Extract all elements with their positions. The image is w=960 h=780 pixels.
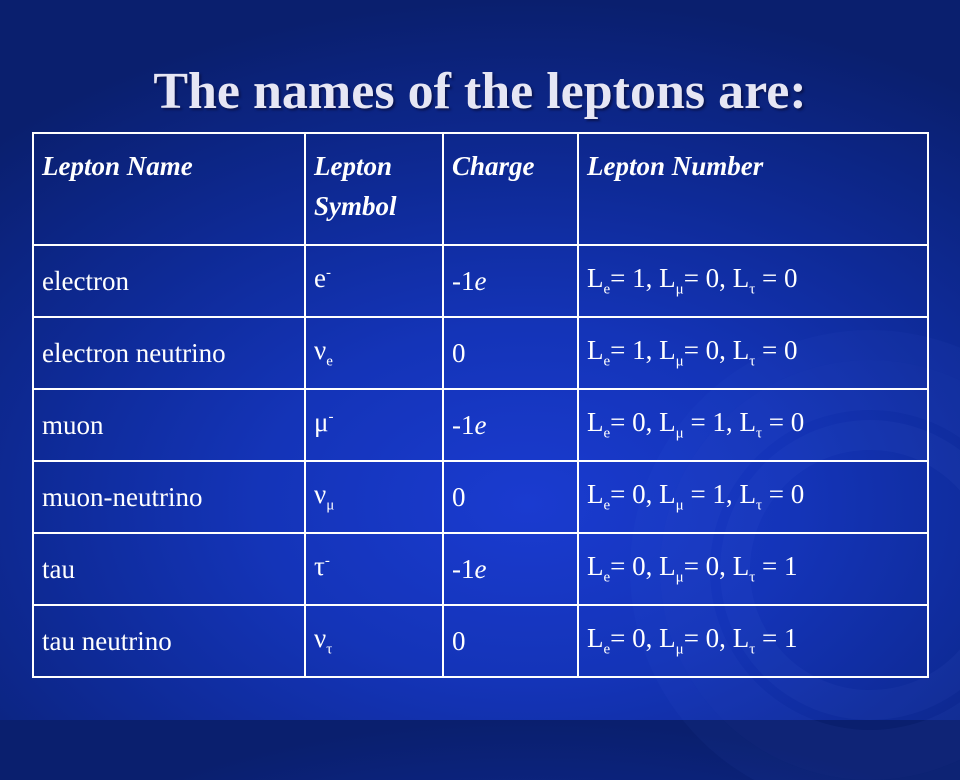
header-lepton-symbol: Lepton Symbol	[305, 133, 443, 245]
charge-cell	[443, 389, 578, 461]
l-label: L	[659, 623, 676, 654]
leptons-table	[32, 132, 929, 678]
l-label: L	[587, 335, 604, 366]
header-lepton-name: Lepton Name	[33, 133, 305, 245]
lmu-value: = 0,	[683, 551, 733, 582]
table-row	[33, 317, 928, 389]
l-label: L	[587, 623, 604, 654]
lepton-name: electron neutrino	[42, 337, 226, 368]
lepton-name: tau	[42, 553, 75, 584]
lepton-number-cell	[578, 605, 928, 677]
charge-unit: e	[474, 265, 487, 296]
lepton-name: tau neutrino	[42, 625, 172, 656]
sub-e: e	[603, 353, 611, 370]
charge-cell	[443, 461, 578, 533]
l-label: L	[659, 263, 676, 294]
lmu-value: = 0,	[683, 623, 733, 654]
sub-e: e	[603, 425, 611, 442]
charge-unit: e	[474, 553, 487, 584]
l-label: L	[732, 623, 750, 654]
symbol-base: ν	[314, 623, 327, 654]
table-row	[33, 461, 928, 533]
table-row	[33, 533, 928, 605]
header-lepton-number: Lepton Number	[578, 133, 928, 245]
sub-tau: τ	[755, 425, 762, 442]
lepton-symbol-cell	[305, 317, 443, 389]
l-label: L	[659, 479, 676, 510]
lepton-symbol-cell	[305, 461, 443, 533]
l-label: L	[732, 263, 750, 294]
lepton-name-cell	[33, 389, 305, 461]
l-label: L	[739, 479, 756, 510]
sub-mu: μ	[675, 641, 684, 658]
l-label: L	[659, 407, 676, 438]
charge-value: 0	[452, 625, 466, 656]
charge-value: -1	[452, 553, 475, 584]
symbol-superscript: -	[325, 265, 331, 282]
lepton-name: electron	[42, 265, 129, 296]
l-label: L	[587, 263, 604, 294]
sub-e: e	[603, 497, 611, 514]
symbol-base: ν	[314, 479, 327, 510]
lepton-number-cell	[578, 533, 928, 605]
symbol-base: τ	[314, 551, 325, 582]
lepton-name: muon-neutrino	[42, 481, 203, 512]
lmu-value: = 0,	[683, 263, 733, 294]
ltau-value: = 0	[755, 335, 798, 366]
sub-mu: μ	[675, 497, 684, 514]
symbol-superscript: -	[324, 553, 330, 570]
lepton-name-cell	[33, 605, 305, 677]
sub-mu: μ	[675, 353, 684, 370]
lepton-symbol-cell	[305, 389, 443, 461]
lepton-name-cell	[33, 245, 305, 317]
l-label: L	[659, 335, 676, 366]
le-value: = 0,	[610, 479, 660, 510]
sub-tau: τ	[749, 569, 756, 586]
lepton-number-cell	[578, 461, 928, 533]
lepton-symbol-cell	[305, 533, 443, 605]
sub-mu: μ	[675, 569, 684, 586]
ltau-value: = 1	[755, 623, 798, 654]
table-row	[33, 245, 928, 317]
charge-value: -1	[452, 409, 475, 440]
charge-value: 0	[452, 481, 466, 512]
sub-tau: τ	[749, 353, 756, 370]
le-value: = 1,	[610, 263, 660, 294]
lepton-number-cell	[578, 389, 928, 461]
charge-cell	[443, 533, 578, 605]
lepton-number-cell	[578, 245, 928, 317]
l-label: L	[587, 551, 604, 582]
charge-value: -1	[452, 265, 475, 296]
sub-e: e	[603, 281, 611, 298]
l-label: L	[732, 335, 750, 366]
lmu-value: = 1,	[683, 479, 740, 510]
table-header-row	[33, 133, 928, 245]
lmu-value: = 0,	[683, 335, 733, 366]
symbol-base: ν	[314, 335, 327, 366]
l-label: L	[587, 407, 604, 438]
symbol-base: e	[314, 263, 326, 294]
le-value: = 0,	[610, 551, 660, 582]
sub-e: e	[603, 569, 611, 586]
symbol-superscript: -	[328, 409, 334, 426]
table-row	[33, 605, 928, 677]
table-row	[33, 389, 928, 461]
lmu-value: = 1,	[683, 407, 740, 438]
sub-tau: τ	[749, 281, 756, 298]
sub-tau: τ	[755, 497, 762, 514]
l-label: L	[659, 551, 676, 582]
lepton-name-cell	[33, 461, 305, 533]
sub-e: e	[603, 641, 611, 658]
sub-mu: μ	[675, 425, 684, 442]
lepton-number-cell	[578, 317, 928, 389]
le-value: = 0,	[610, 623, 660, 654]
ltau-value: = 0	[755, 263, 798, 294]
symbol-base: μ	[314, 407, 329, 438]
charge-cell	[443, 245, 578, 317]
lepton-name-cell	[33, 317, 305, 389]
ltau-value: = 0	[761, 407, 805, 438]
lepton-name: muon	[42, 409, 104, 440]
le-value: = 1,	[610, 335, 660, 366]
le-value: = 0,	[610, 407, 660, 438]
lepton-name-cell	[33, 533, 305, 605]
charge-cell	[443, 605, 578, 677]
charge-unit: e	[474, 409, 487, 440]
sub-mu: μ	[675, 281, 684, 298]
symbol-subscript: μ	[326, 497, 335, 514]
header-charge: Charge	[443, 133, 578, 245]
symbol-subscript: e	[326, 353, 333, 370]
ltau-value: = 0	[761, 479, 805, 510]
ltau-value: = 1	[755, 551, 798, 582]
l-label: L	[587, 479, 604, 510]
sub-tau: τ	[749, 641, 756, 658]
charge-value: 0	[452, 337, 466, 368]
l-label: L	[739, 407, 756, 438]
lepton-symbol-cell	[305, 605, 443, 677]
slide-title: The names of the leptons are:	[153, 63, 807, 120]
symbol-subscript: τ	[326, 641, 333, 658]
lepton-symbol-cell	[305, 245, 443, 317]
charge-cell	[443, 317, 578, 389]
l-label: L	[732, 551, 750, 582]
